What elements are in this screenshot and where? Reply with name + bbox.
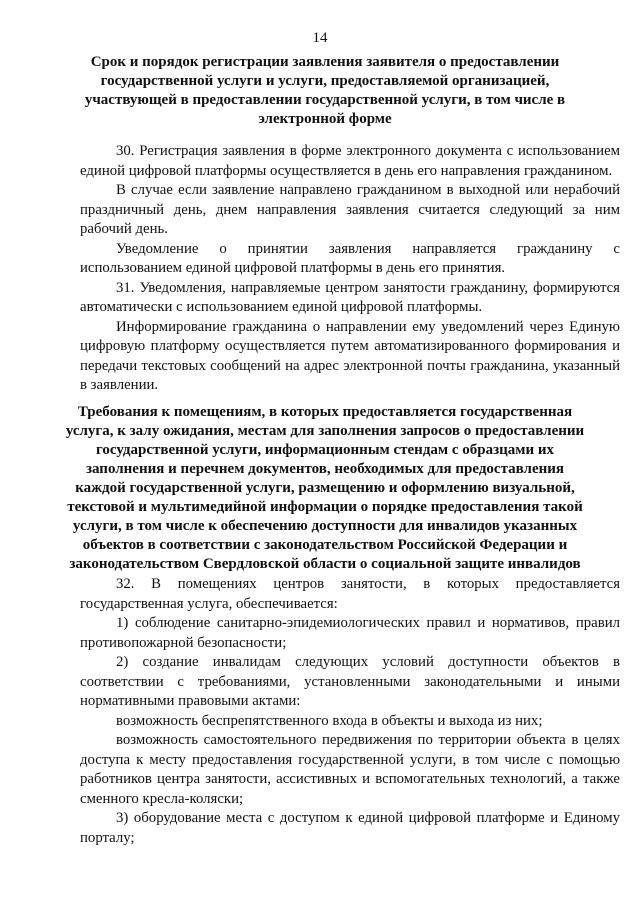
paragraph-30: 30. Регистрация заявления в форме электронного документа с использованием единой цифровой платформы осуществляется в день его направления гражданином. [80, 143, 620, 179]
paragraph-movement: возможность самостоятельного передвижения по территории объекта в целях доступа к месту предоставления государственной услуги, в том числе с помощью работников центра занятости, ассистивных и вспомогательных технологий, а также сменного кресла-коляски; [80, 732, 620, 807]
paragraph-31: 31. Уведомления, направляемые центром занятости гражданину, формируются автоматически с использованием единой цифровой платформы. [80, 279, 620, 315]
paragraph-item-3: 3) оборудование места с доступом к единой цифровой платформе и Единому порталу; [80, 810, 620, 846]
paragraph-weekend: В случае если заявление направлено гражданином в выходной или нерабочий праздничный день, днем направления заявления считается следующий за ним рабочий день. [80, 182, 620, 237]
paragraph-entry-access: возможность беспрепятственного входа в объекты и выхода из них; [116, 712, 543, 729]
section-body-registration [80, 142, 620, 396]
page-number: 14 [312, 30, 328, 46]
paragraph-informing: Информирование гражданина о направлении ему уведомлений через Единую цифровую платформу осуществляется путем автоматизированного формирования и передачи текстовых сообщений на адрес электронной почты гражданина, указанный в заявлении. [80, 318, 620, 393]
section-heading-premises: Требования к помещениям, в которых предоставляется государственная услуга, к залу ожидания, местам для заполнения запросов о предоставлении государственной услуги, информационным стендам с образцами их заполнения и перечнем документов, необходимых для предоставления каждой государственной услуги, размещению и оформлению визуальной, текстовой и мультимедийной информации о порядке предоставления такой услуги, в том числе к обеспечению доступности для инвалидов указанных объектов в соответствии с законодательством Российской Федерации и законодательством Свердловской области о социальной защите инвалидов [65, 404, 585, 572]
paragraph-notification: Уведомление о принятии заявления направляется гражданину с использованием единой цифровой платформы в день его принятия. [80, 240, 620, 276]
paragraph-item-2: 2) создание инвалидам следующих условий доступности объектов в соответствии с требованиями, установленными законодательными и иными нормативными правовыми актами: [80, 654, 620, 709]
section-heading-registration: Срок и порядок регистрации заявления заявителя о предоставлении государственной услуги и услуги, предоставляемой организацией, участвующей в предоставлении государственной услуги, в том числе в электронной форме [84, 54, 566, 127]
paragraph-item-1: 1) соблюдение санитарно-эпидемиологических правил и нормативов, правил противопожарной безопасности; [80, 615, 620, 651]
paragraph-32: 32. В помещениях центров занятости, в которых предоставляется государственная услуга, обеспечивается: [80, 576, 620, 612]
section-body-premises [80, 575, 620, 848]
